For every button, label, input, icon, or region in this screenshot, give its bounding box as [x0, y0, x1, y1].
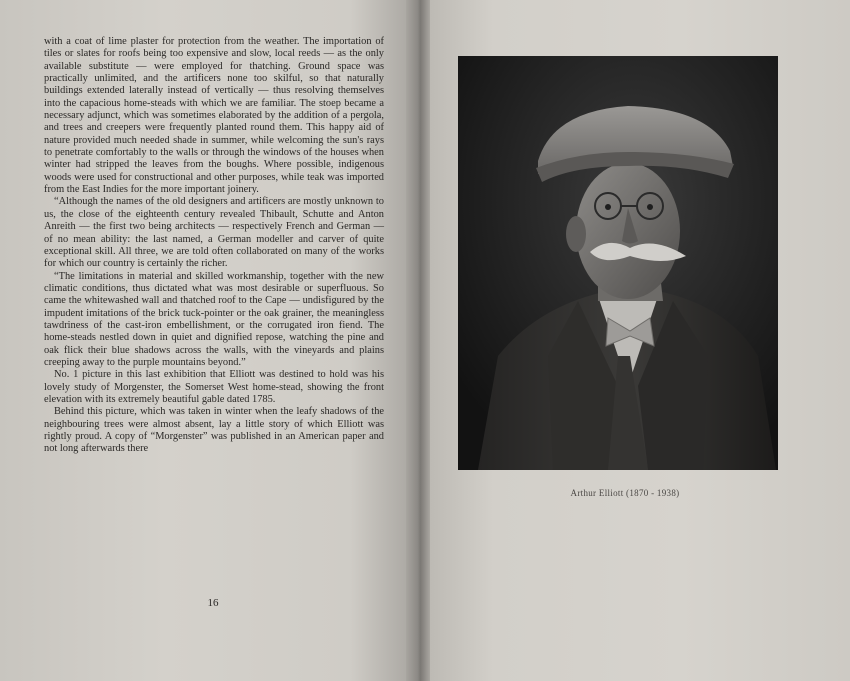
portrait-photo: [458, 56, 778, 470]
paragraph-4: No. 1 picture in this last exhibition that Elliott was destined to hold was his lovely study of Morgenster, the Somerset West home-stead, showing the front elevation with its extremely beautiful gable dated 1785.: [44, 369, 384, 405]
paragraph-2: “Although the names of the old designers and artificers are mostly unknown to us, the close of the eighteenth century revealed Thibault, Schutte and Anton Anreith — the first two being architects — respectively French and German — of no mean ability: the last named, a German modeller and carver of quite exceptional skill. All three, we are told often collaborated on many of the works for which our country is certainly the richer.: [44, 196, 384, 270]
paragraph-3: “The limitations in material and skilled workmanship, together with the new climatic conditions, thus dictated what was most desirable or superfluous. So came the whitewashed wall and thatched roof to the Cape — undisfigured by the impudent imitations of the brick tuck-pointer or the oak grainer, the meaningless tawdriness of the cast-iron embellishment, or the corrugated iron fiend. The home-steads nestled down in quiet and dignified repose, watching the pine and oak flick their blue shadows across the walls, with the vineyards and plains creeping away to the purple mountains beyond.”: [44, 270, 384, 368]
left-page: [0, 0, 412, 681]
paragraph-5: Behind this picture, which was taken in winter when the leafy shadows of the neighbouring trees were almost absent, lay a little story of which Elliott was rightly proud. A copy of “Morgenster” was published in an American paper and not long afterwards there: [44, 406, 384, 455]
book-gutter: [406, 0, 432, 681]
photo-caption: Arthur Elliott (1870 - 1938): [570, 488, 680, 498]
page-number: 16: [207, 597, 219, 609]
body-text: [44, 36, 384, 456]
portrait-photo-icon: [458, 56, 778, 470]
paragraph-1: with a coat of lime plaster for protection from the weather. The importation of tiles or slates for roofs being too expensive and slow, local reeds — as the only available substitute — were employed for thatching. Ground space was practically unlimited, and the artificers none too skilful, so that naturally buildings extended laterally instead of vertically — thus resolving themselves into the capacious home-steads with which we are familiar. The stoep became a necessary adjunct, which was sometimes elaborated by the addition of a pergola, and trees and creepers were frequently planted round them. This happy aid of nature provided much needed shade in summer, while welcoming the sun's rays to penetrate comfortably to the walls or through the windows of the houses when winter had stripped the leaves from the boughs. Where possible, indigenous woods were used for constructional and other purposes, while teak was imported from the East Indies for the more important joinery.: [44, 36, 384, 196]
